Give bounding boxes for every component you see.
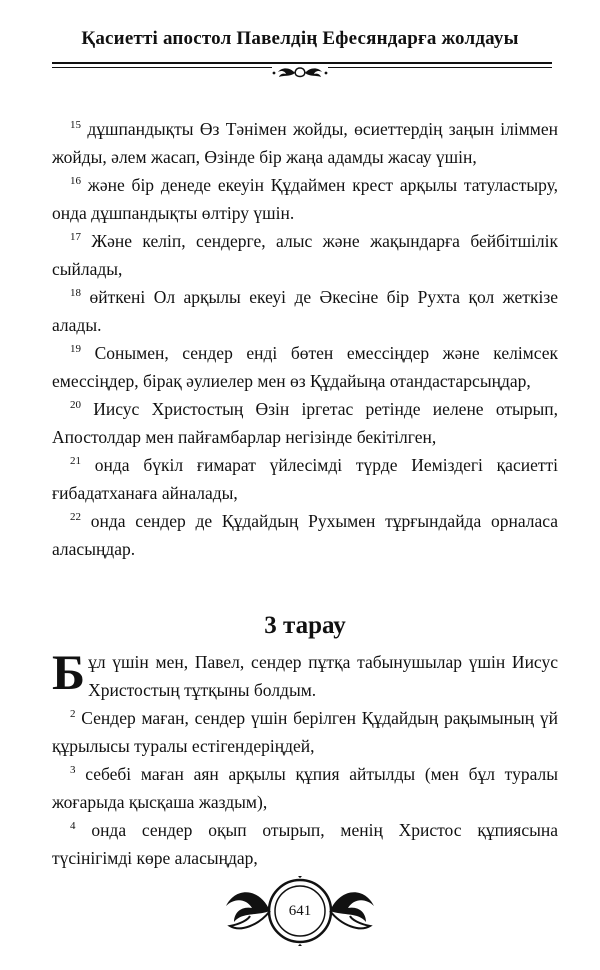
- verse-number: 3: [70, 764, 76, 776]
- verse: [52, 227, 558, 283]
- verse-text: дұшпандықты Өз Тәнімен жойды, өсиеттердің заңын іліммен жойды, әлем жасап, Өзінде бір жаңа адамды жасау үшін,: [52, 119, 558, 167]
- verse: [52, 507, 558, 563]
- verse-number: 2: [70, 708, 76, 720]
- verse-text: Иисус Христостың Өзін іргетас ретінде иелене отырып, Апостолдар мен пайғамбарлар негізінде бекітілген,: [52, 399, 558, 447]
- verse: [52, 816, 558, 872]
- verse-number: 21: [70, 455, 81, 467]
- verse-text: ұл үшін мен, Павел, сендер пұтқа табынушылар үшін Иисус Христостың тұтқыны болдым.: [88, 652, 558, 700]
- verse-text: себебі маған аян арқылы құпия айтылды (мен бұл туралы жоғарыда қысқаша жаздым),: [52, 764, 559, 812]
- verse-text: онда сендер де Құдайдың Рухымен тұрғындайда орналаса аласыңдар.: [52, 511, 558, 559]
- running-header: Қасиетті апостол Павелдің Ефесяндарға жолдауы: [81, 28, 519, 49]
- chapter-heading: 3 тарау: [264, 612, 346, 639]
- verse: [52, 395, 558, 451]
- verse-number: 4: [70, 820, 76, 832]
- verse-number: 15: [70, 119, 81, 131]
- verse-text: Және келіп, сендерге, алыс және жақындарға бейбітшілік сыйлады,: [52, 231, 558, 279]
- verse-number: 17: [70, 231, 81, 243]
- verse-first: [52, 644, 558, 704]
- verse-text: Сонымен, сендер енді бөтен емессіңдер және келімсек емессіңдер, бірақ әулиелер мен өз Құдайыңа отандастарсыңдар,: [52, 343, 559, 391]
- verse-text: онда сендер оқып отырып, менің Христос құпиясына түсінігімді көре аласыңдар,: [52, 820, 559, 868]
- header-ornament-icon: [272, 65, 328, 81]
- verse-number: 20: [70, 399, 81, 411]
- verse: [52, 451, 558, 507]
- verse-number: 18: [70, 287, 81, 299]
- verse-text: Сендер маған, сендер үшін берілген Құдайдың рақымының үй құрылысы туралы естігендеріңдей,: [52, 708, 558, 756]
- verse: [52, 760, 558, 816]
- verse-text: өйткені Ол арқылы екеуі де Әкесіне бір Рухта қол жеткізе алады.: [52, 287, 559, 335]
- verse-text: онда бүкіл ғимарат үйлесімді түрде Иеміздегі қасиетті ғибадатханаға айналады,: [52, 455, 559, 503]
- page-number: 641: [288, 903, 312, 919]
- verse: [52, 171, 558, 227]
- verse: [52, 704, 558, 760]
- chapter-2-verses: [52, 115, 558, 563]
- verse: [52, 115, 558, 171]
- verse: [52, 339, 558, 395]
- header-rule-thick: [52, 62, 552, 64]
- verse-number: 19: [70, 343, 81, 355]
- verse-text: және бір денеде екеуін Құдаймен крест арқылы татуластыру, онда дұшпандықты өлтіру үшін.: [52, 175, 559, 223]
- drop-cap: Б: [52, 644, 86, 700]
- verse: [52, 283, 558, 339]
- verse-number: 22: [70, 511, 81, 523]
- verse-number: 16: [70, 175, 81, 187]
- chapter-3-verses: [52, 644, 559, 872]
